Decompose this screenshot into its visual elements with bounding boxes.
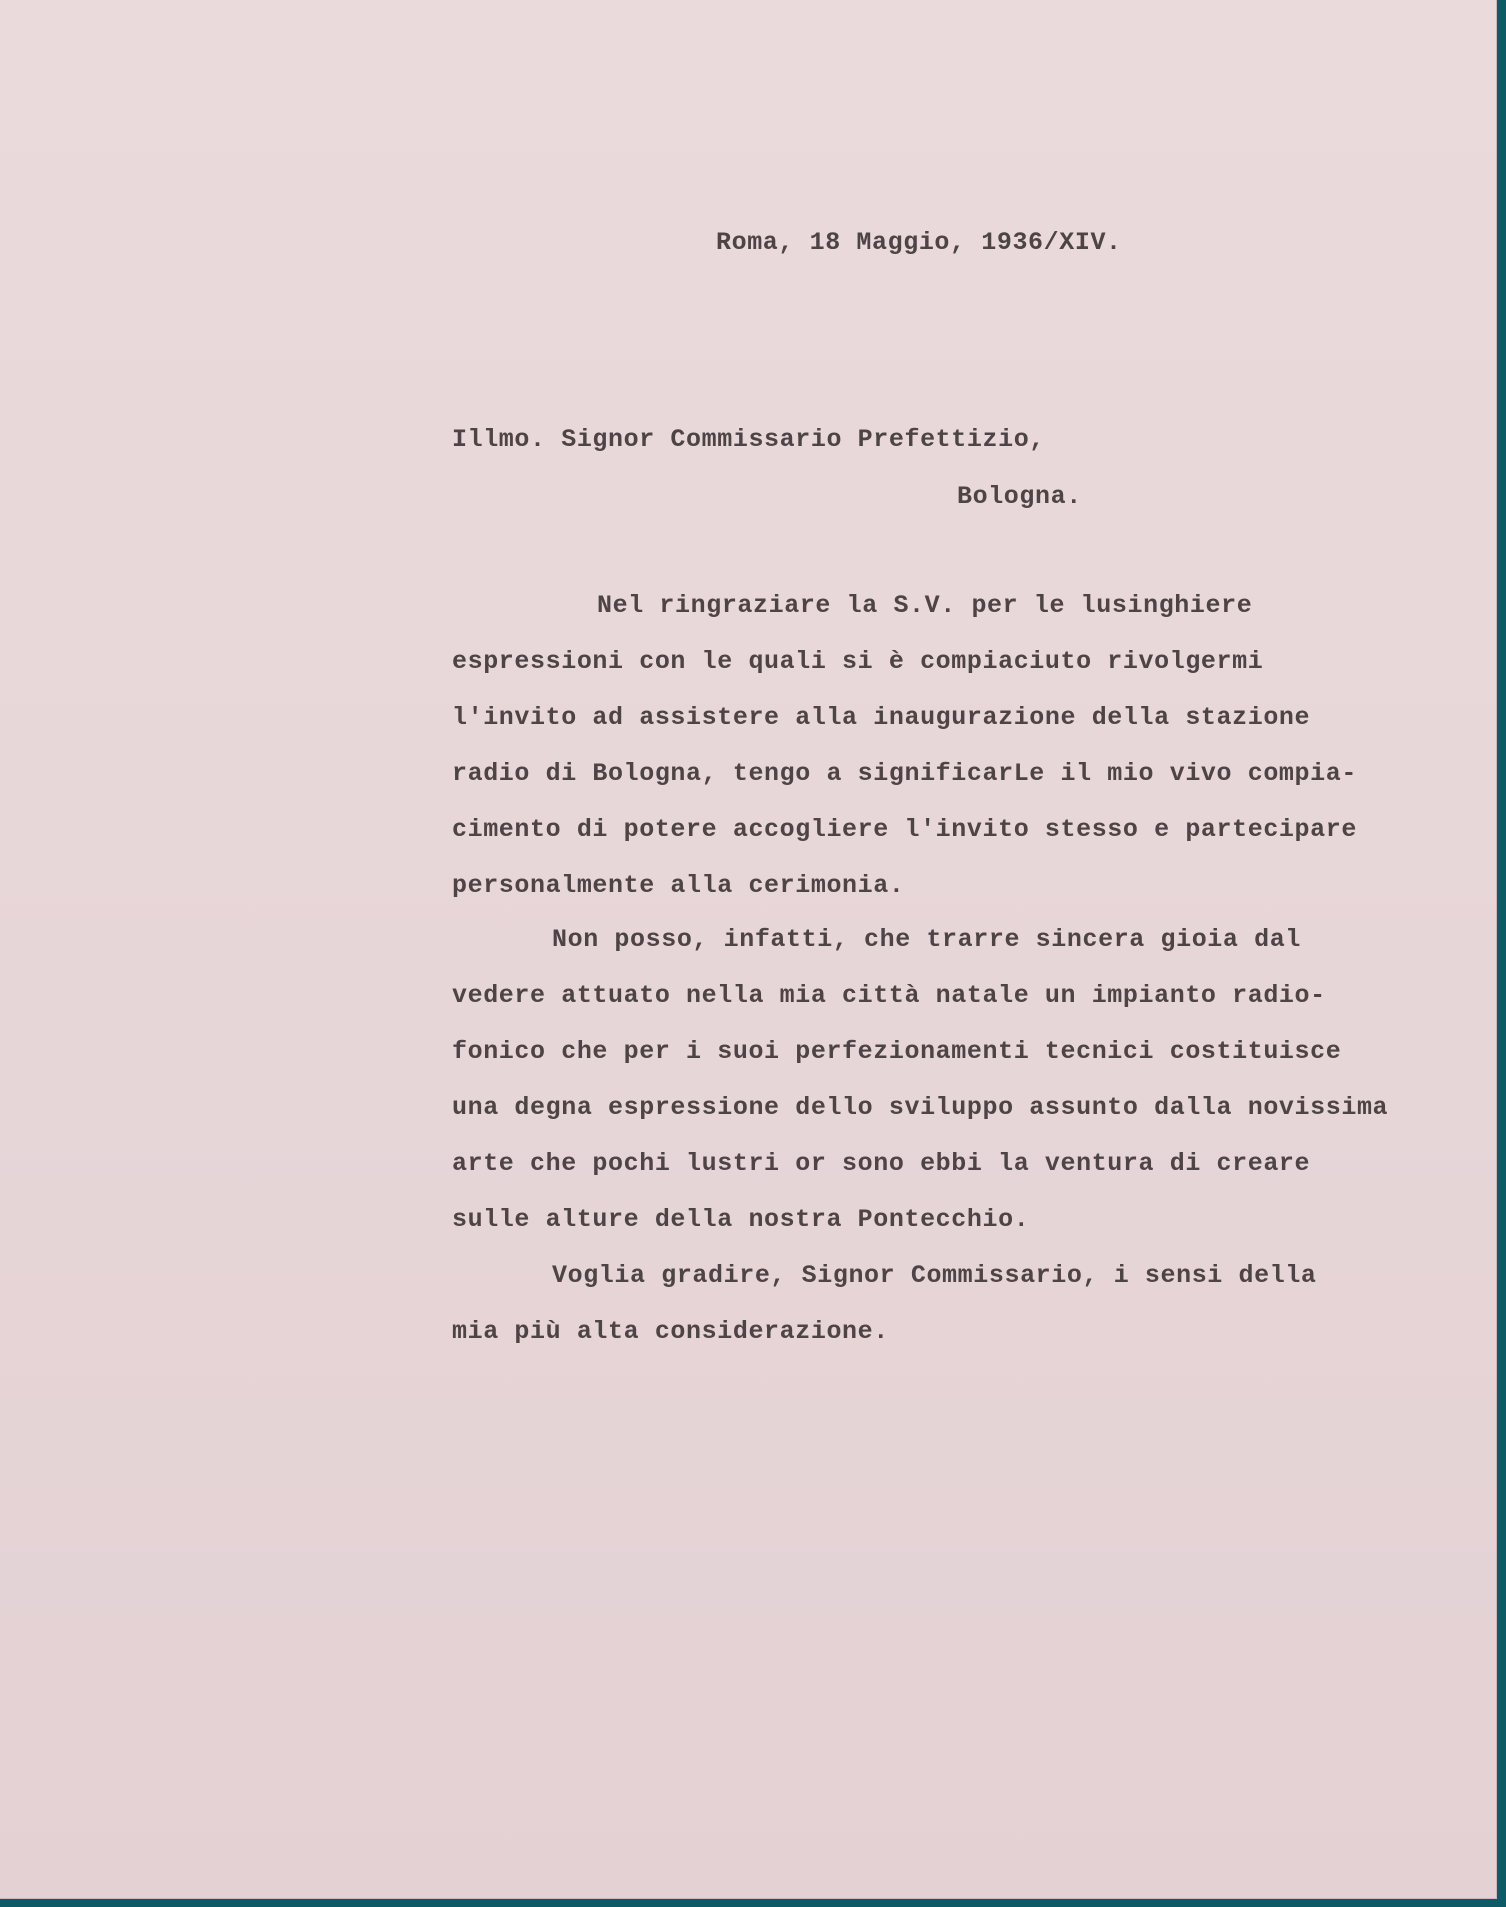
text-line: arte che pochi lustri or sono ebbi la ventura di creare	[452, 1149, 1311, 1178]
text-line: Non posso, infatti, che trarre sincera gioia dal	[552, 925, 1301, 954]
text-line: Voglia gradire, Signor Commissario, i sensi della	[552, 1261, 1317, 1290]
text-line: fonico che per i suoi perfezionamenti tecnici costituisce	[452, 1037, 1342, 1066]
text-line: mia più alta considerazione.	[452, 1317, 889, 1346]
dateline: Roma, 18 Maggio, 1936/XIV.	[716, 228, 1122, 257]
text-line: personalmente alla cerimonia.	[452, 871, 905, 900]
text-line: una degna espressione dello sviluppo assunto dalla novissima	[452, 1093, 1389, 1122]
text-line: vedere attuato nella mia città natale un impianto radio-	[452, 981, 1326, 1010]
addressee-city: Bologna.	[957, 482, 1082, 511]
text-line: sulle alture della nostra Pontecchio.	[452, 1205, 1030, 1234]
paragraph-3	[452, 1248, 1472, 1360]
paragraph-1	[452, 578, 1472, 914]
text-line: Nel ringraziare la S.V. per le lusinghiere	[597, 591, 1253, 620]
text-line: cimento di potere accogliere l'invito stesso e partecipare	[452, 815, 1357, 844]
addressee: Illmo. Signor Commissario Prefettizio,	[452, 425, 1045, 454]
text-line: espressioni con le quali si è compiaciuto rivolgermi	[452, 647, 1264, 676]
paragraph-2	[452, 912, 1472, 1248]
text-line: radio di Bologna, tengo a significarLe il mio vivo compia-	[452, 759, 1357, 788]
text-line: l'invito ad assistere alla inaugurazione della stazione	[452, 703, 1311, 732]
